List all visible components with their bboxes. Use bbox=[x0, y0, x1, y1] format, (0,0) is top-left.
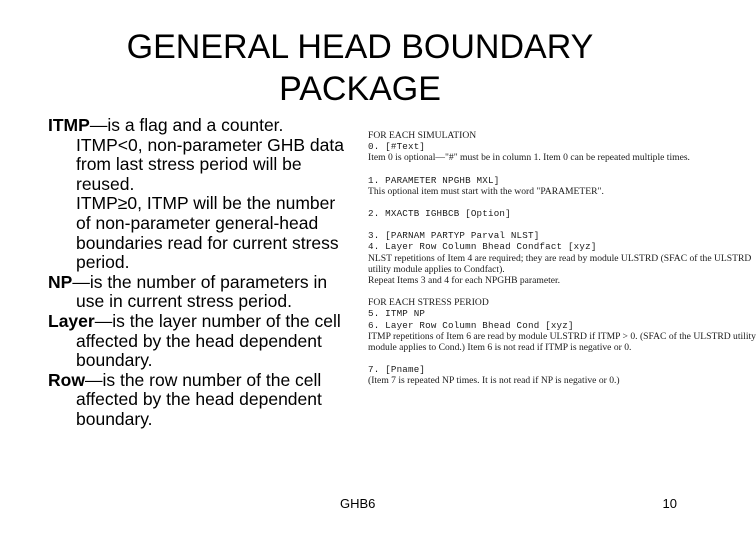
itmp-negative-case: ITMP<0, non-parameter GHB data from last stress period will be reused. bbox=[76, 134, 344, 194]
scan-line: 1. PARAMETER NPGHB MXL] bbox=[368, 174, 500, 186]
scan-line: This optional item must start with the word "PARAMETER". bbox=[368, 185, 604, 197]
itmp-description: —is a flag and a counter. bbox=[89, 115, 284, 135]
scan-line: 3. [PARNAM PARTYP Parval NLST] bbox=[368, 230, 540, 242]
scan-line: 4. Layer Row Column Bhead Condfact [xyz] bbox=[368, 241, 597, 253]
scan-line: ITMP repetitions of Item 6 are read by module ULSTRD if ITMP > 0. (SFAC of the ULSTRD utility bbox=[368, 330, 756, 342]
scan-line bbox=[368, 353, 690, 364]
scan-line bbox=[368, 286, 690, 297]
itmp-term: ITMP bbox=[48, 115, 90, 135]
scan-line: FOR EACH SIMULATION bbox=[368, 130, 477, 141]
row-description: —is the row number of the cell affected by the head dependent boundary. bbox=[76, 369, 322, 429]
scan-line bbox=[368, 197, 690, 208]
np-term: NP bbox=[48, 271, 73, 292]
scan-line bbox=[368, 164, 690, 175]
slide-title-line-1: GENERAL HEAD BOUNDARY bbox=[126, 28, 594, 66]
itmp-definition bbox=[48, 116, 348, 136]
footer-label: GHB6 bbox=[340, 496, 376, 511]
scan-line: 5. ITMP NP bbox=[368, 308, 426, 320]
scan-line: 6. Layer Row Column Bhead Cond [xyz] bbox=[368, 319, 574, 331]
scan-line: (Item 7 is repeated NP times. It is not read if NP is negative or 0.) bbox=[368, 375, 620, 387]
scan-line: module applies to Cond.) Item 6 is not read if ITMP is negative or 0. bbox=[368, 342, 632, 354]
slide-title bbox=[60, 26, 660, 110]
layer-term: Layer bbox=[48, 310, 95, 331]
input-format-scan bbox=[368, 130, 756, 470]
itmp-positive-case: ITMP≥0, ITMP will be the number of non-parameter general-head boundaries read for current stress period. bbox=[76, 193, 339, 273]
scan-line: FOR EACH STRESS PERIOD bbox=[368, 297, 489, 309]
row-definition bbox=[48, 371, 348, 430]
np-description: —is the number of parameters in use in current stress period. bbox=[72, 271, 328, 312]
definition-list bbox=[48, 116, 348, 430]
scan-line: 7. [Pname] bbox=[368, 364, 426, 376]
scan-line: 0. [#Text] bbox=[368, 141, 426, 153]
scan-line bbox=[368, 219, 690, 230]
page-number: 10 bbox=[662, 496, 677, 511]
scan-line: Item 0 is optional—"#" must be in column 1. Item 0 can be repeated multiple times. bbox=[368, 152, 690, 164]
scan-line: NLST repetitions of Item 4 are required; they are read by module ULSTRD (SFAC of the ULSTRD bbox=[368, 252, 752, 264]
slide-title-line-2: PACKAGE bbox=[279, 70, 441, 108]
scan-line: 2. MXACTB IGHBCB [Option] bbox=[368, 208, 511, 220]
layer-definition bbox=[48, 312, 348, 371]
scan-line: Repeat Items 3 and 4 for each NPGHB parameter. bbox=[368, 275, 561, 287]
layer-description: —is the layer number of the cell affected by the head dependent boundary. bbox=[76, 310, 341, 371]
row-term: Row bbox=[48, 369, 85, 390]
scan-line: utility module applies to Condfact). bbox=[368, 263, 505, 275]
np-definition bbox=[48, 273, 348, 312]
